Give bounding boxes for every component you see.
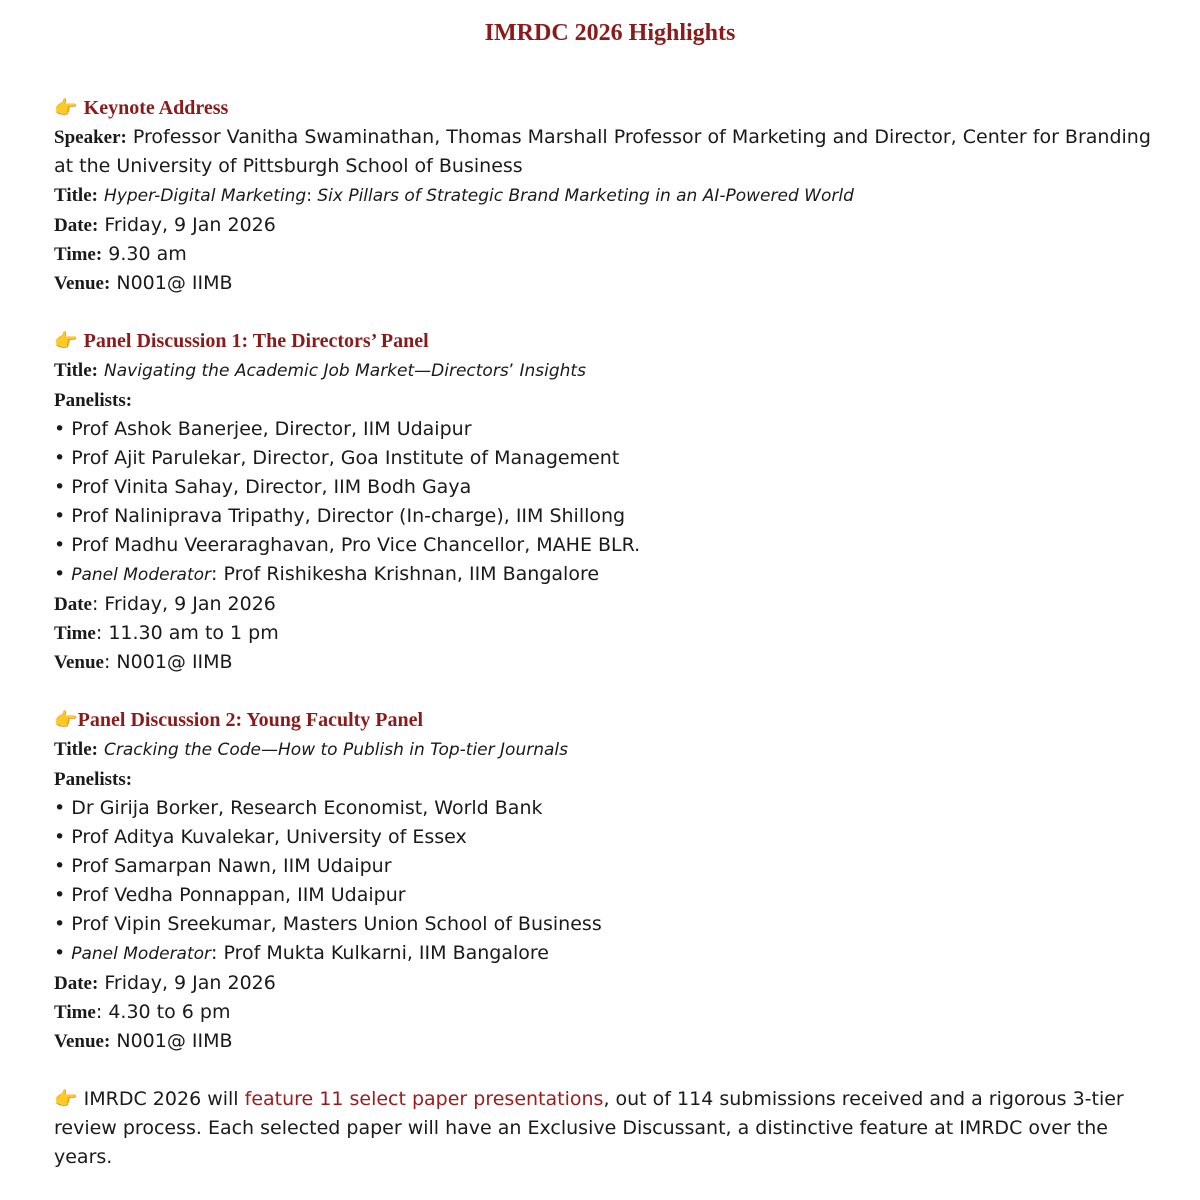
panel2-section: [54, 706, 1154, 1056]
moderator-label: Panel Moderator: [71, 944, 212, 964]
title-value: Cracking the Code—How to Publish in Top-tier Journals: [104, 740, 568, 760]
pointing-hand-icon: 👉: [54, 330, 78, 352]
closing-highlight: feature 11 select paper presentations: [244, 1088, 604, 1110]
venue-value: N001@ IIMB: [116, 272, 233, 294]
panel1-heading-text: Panel Discussion 1: The Directors’ Panel: [83, 330, 429, 352]
panelist: Prof Ajit Parulekar, Director, Goa Institute of Management: [71, 447, 620, 469]
bullet: •: [54, 418, 66, 440]
venue-label: Venue:: [54, 273, 111, 294]
panelist: Prof Naliniprava Tripathy, Director (In-charge), IIM Shillong: [71, 505, 626, 527]
title-value-part2: :: [306, 186, 318, 206]
keynote-venue: [54, 269, 1154, 298]
closing-text-after: , out of 114 submissions received and a rigorous 3-tier review process. Each selected paper will have an Exclusive Discussant, a distinctive feature at IMRDC over the years.: [54, 1088, 1124, 1168]
panel2-time: [54, 998, 1154, 1027]
keynote-time: [54, 240, 1154, 269]
date-label: Date: [54, 594, 92, 615]
panel1-date: [54, 590, 1154, 619]
list-item: [54, 444, 1154, 473]
keynote-date: [54, 211, 1154, 240]
panel1-moderator: [54, 560, 1154, 590]
date-value: : Friday, 9 Jan 2026: [91, 593, 276, 615]
panelist: Prof Madhu Veeraraghavan, Pro Vice Chancellor, MAHE BLR.: [71, 534, 641, 556]
bullet: •: [54, 855, 66, 877]
time-label: Time:: [54, 244, 103, 265]
time-value: : 11.30 am to 1 pm: [95, 622, 279, 644]
title-value-part2: ’: [508, 361, 520, 381]
panel1-time: [54, 619, 1154, 648]
date-value: Friday, 9 Jan 2026: [104, 214, 276, 236]
panelist: Dr Girija Borker, Research Economist, World Bank: [71, 797, 543, 819]
title-label: Title:: [54, 739, 98, 760]
bullet: •: [54, 913, 66, 935]
panel2-moderator: [54, 939, 1154, 969]
panel2-panelists-label: [54, 765, 1154, 794]
moderator-label: Panel Moderator: [71, 565, 212, 585]
moderator-value: : Prof Mukta Kulkarni, IIM Bangalore: [211, 942, 549, 964]
panelists-label: Panelists:: [54, 390, 133, 411]
panel1-title: [54, 356, 1154, 386]
pointing-hand-icon: 👉: [54, 709, 78, 731]
panel2-date: [54, 969, 1154, 998]
list-item: [54, 910, 1154, 939]
venue-value: : N001@ IIMB: [103, 651, 233, 673]
time-label: Time: [54, 1002, 96, 1023]
bullet: •: [54, 563, 66, 585]
pointing-hand-icon: 👉: [54, 97, 78, 119]
keynote-section: [54, 94, 1154, 298]
panelist: Prof Samarpan Nawn, IIM Udaipur: [71, 855, 392, 877]
panelist: Prof Vipin Sreekumar, Masters Union School of Business: [71, 913, 602, 935]
keynote-heading: [54, 94, 1154, 123]
bullet: •: [54, 447, 66, 469]
panel1-section: [54, 327, 1154, 677]
title-value-part1: Navigating the Academic Job Market—Directors: [104, 361, 509, 381]
list-item: [54, 881, 1154, 910]
panel1-heading: [54, 327, 1154, 356]
time-value: 9.30 am: [108, 243, 187, 265]
time-label: Time: [54, 623, 96, 644]
closing-text-before: IMRDC 2026 will: [83, 1088, 245, 1110]
list-item: [54, 794, 1154, 823]
speaker-value: Professor Vanitha Swaminathan, Thomas Marshall Professor of Marketing and Director, Center for Branding at the University of Pittsburgh School of Business: [54, 126, 1151, 177]
page-title: IMRDC 2026 Highlights: [484, 20, 736, 46]
keynote-title: [54, 181, 1154, 211]
keynote-speaker: [54, 123, 1154, 181]
bullet: •: [54, 476, 66, 498]
bullet: •: [54, 884, 66, 906]
bullet: •: [54, 826, 66, 848]
title-label: Title:: [54, 360, 98, 381]
date-value: Friday, 9 Jan 2026: [104, 972, 276, 994]
date-label: Date:: [54, 215, 99, 236]
panel2-venue: [54, 1027, 1154, 1056]
list-item: [54, 473, 1154, 502]
time-value: : 4.30 to 6 pm: [95, 1001, 231, 1023]
speaker-label: Speaker:: [54, 127, 127, 148]
document: [54, 16, 1154, 1172]
venue-value: N001@ IIMB: [116, 1030, 233, 1052]
list-item: [54, 415, 1154, 444]
panel2-heading-text: Panel Discussion 2: Young Faculty Panel: [77, 709, 424, 731]
list-item: [54, 852, 1154, 881]
bullet: •: [54, 505, 66, 527]
panelist: Prof Vinita Sahay, Director, IIM Bodh Gaya: [71, 476, 472, 498]
bullet: •: [54, 942, 66, 964]
keynote-heading-text: Keynote Address: [83, 97, 229, 119]
title-value-part3: Six Pillars of Strategic Brand Marketing in an AI-Powered World: [317, 186, 854, 206]
title-label: Title:: [54, 185, 98, 206]
panelist: Prof Vedha Ponnappan, IIM Udaipur: [71, 884, 406, 906]
panel2-title: [54, 735, 1154, 765]
panel1-panelists-label: [54, 386, 1154, 415]
list-item: [54, 531, 1154, 560]
panel1-venue: [54, 648, 1154, 677]
title-value-part3: Insights: [519, 361, 586, 381]
moderator-value: : Prof Rishikesha Krishnan, IIM Bangalore: [211, 563, 600, 585]
panelist: Prof Ashok Banerjee, Director, IIM Udaipur: [71, 418, 472, 440]
panelist: Prof Aditya Kuvalekar, University of Essex: [71, 826, 467, 848]
panelists-label: Panelists:: [54, 769, 133, 790]
title-value-part1: Hyper-Digital Marketing: [104, 186, 307, 206]
bullet: •: [54, 534, 66, 556]
date-label: Date:: [54, 973, 99, 994]
venue-label: Venue: [54, 652, 104, 673]
venue-label: Venue:: [54, 1031, 111, 1052]
closing-paragraph: [54, 1085, 1144, 1172]
list-item: [54, 823, 1154, 852]
panel2-heading: [54, 706, 1154, 735]
pointing-hand-icon: 👉: [54, 1088, 78, 1110]
list-item: [54, 502, 1154, 531]
bullet: •: [54, 797, 66, 819]
